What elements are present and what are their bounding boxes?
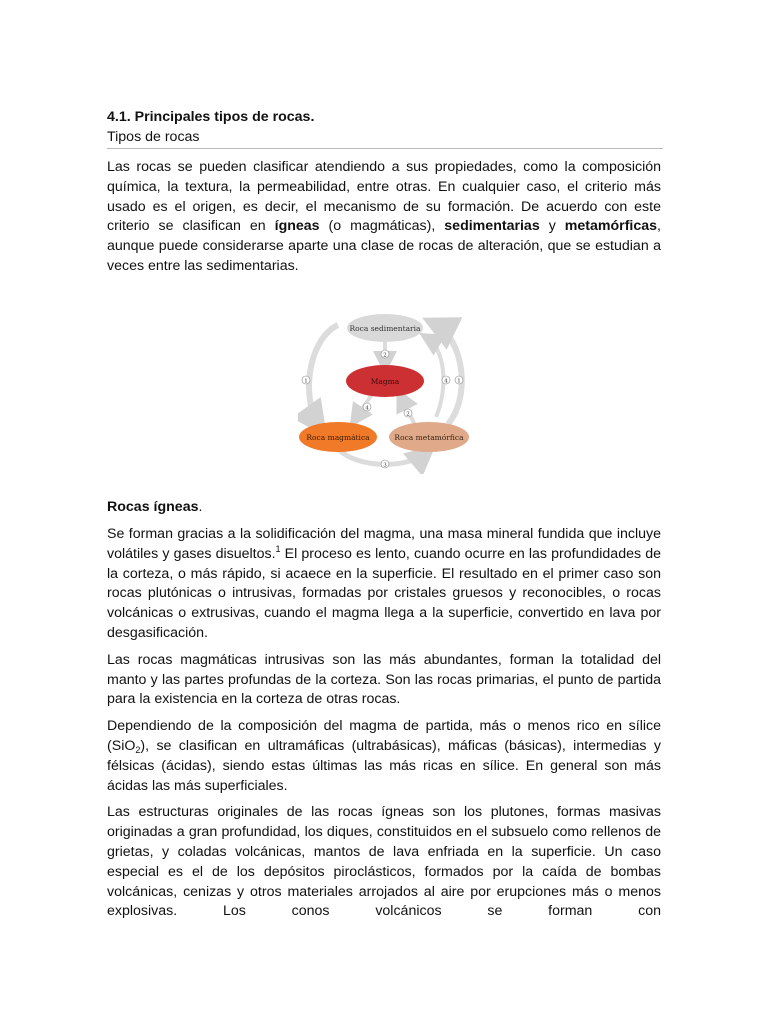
intro-paragraph — [107, 158, 661, 277]
svg-text:4: 4 — [444, 378, 448, 385]
p1-text-b: El proceso es lento, cuando ocurre en las profundidades de la corteza, o más rápido, si acaece en la superficie. El resultado en el primer caso son rocas plutónicas o intrusivas, formadas por cristales gruesos y reconocibles, o rocas volcánicas o extrusivas, cuando el magma llega a la superficie, convertido en lava por desgasificación. — [107, 545, 661, 641]
svg-text:1: 1 — [457, 378, 461, 385]
igneas-body — [107, 525, 661, 929]
rock-cycle-diagram — [298, 309, 473, 474]
intro-text-4: , aunque puede considerarse aparte una clase de rocas de alteración, que se estudian a veces entre las sedimentarias. — [107, 218, 661, 274]
section-title: 4.1. Principales tipos de rocas. — [107, 109, 315, 125]
term-sedimentarias: sedimentarias — [444, 218, 540, 235]
label-sedimentaria: Roca sedimentaria — [349, 324, 421, 333]
p1-text-a: Se forman gracias a la solidificación del magma, una masa mineral fundida que incluye volátiles y gases disueltos. — [107, 526, 661, 562]
svg-text:4: 4 — [365, 405, 369, 412]
term-igneas: ígneas — [274, 218, 320, 235]
label-metamorfica: Roca metamórfica — [394, 433, 464, 442]
marker-1-left — [302, 376, 310, 384]
igneas-heading-text: Rocas ígneas — [107, 499, 199, 515]
p3-text-a: Dependiendo de la composición del magma de partida, más o menos rico en sílice (SiO — [107, 718, 661, 754]
marker-2-inner — [404, 409, 412, 417]
arrow-1-left — [309, 325, 338, 427]
term-metamorficas: metamórficas — [564, 218, 658, 235]
intro-text-3: y — [539, 218, 565, 235]
section-subtitle: Tipos de rocas — [107, 128, 663, 149]
svg-text:3: 3 — [383, 462, 387, 469]
igneas-paragraph-4: Las estructuras originales de las rocas ígneas son los plutones, formas masivas originadas a gran profundidad, los diques, constituidos en el subsuelo como rellenos de grietas, y coladas volcánicas, mantos de lava enfriada en la superficie. Un caso especial es el de los depósitos piroclásticos, formados por la caída de bombas volcánicas, cenizas y otros materiales arrojados al aire por erupciones más o menos explosivas. Los conos volcánicos se forman con — [107, 804, 661, 920]
label-magmatica: Roca magmática — [306, 433, 370, 442]
igneas-paragraph-1 — [107, 525, 661, 644]
footnote-ref-1[interactable]: 1 — [275, 543, 281, 554]
svg-text:2: 2 — [406, 411, 410, 418]
arrow-4-right — [426, 337, 443, 417]
marker-1-right — [455, 376, 463, 384]
p3-text-b: ), se clasifican en ultramáficas (ultrabásicas), máficas (básicas), intermedias y félsicas (ácidas), siendo estas últimas las más ricas en sílice. En general son más ácidas las más superficiales. — [107, 737, 661, 794]
p3-subscript: 2 — [135, 744, 141, 755]
igneas-heading — [107, 498, 202, 517]
intro-text-1: Las rocas se pueden clasificar atendiendo a sus propiedades, como la composición química, la textura, la permeabilidad, entre otras. En cualquier caso, el criterio más usado es el origen, es decir, el mecanismo de su formación. De acuerdo con este criterio se clasifican en — [107, 159, 661, 235]
marker-2-top — [381, 350, 389, 358]
igneas-paragraph-2: Las rocas magmáticas intrusivas son las más abundantes, forman la totalidad del manto y las partes profundas de la corteza. Son las rocas primarias, el punto de partida para la existencia en la corteza de otras rocas. — [107, 651, 661, 708]
svg-text:2: 2 — [383, 352, 387, 359]
marker-4-right — [442, 376, 450, 384]
label-magma: Magma — [370, 377, 400, 386]
igneas-paragraph-3 — [107, 717, 661, 796]
marker-4-inner — [363, 403, 371, 411]
intro-text-2: (o magmáticas), — [319, 218, 445, 235]
svg-text:1: 1 — [304, 378, 308, 385]
marker-3-bottom — [381, 460, 389, 468]
igneas-heading-dot: . — [198, 499, 203, 515]
